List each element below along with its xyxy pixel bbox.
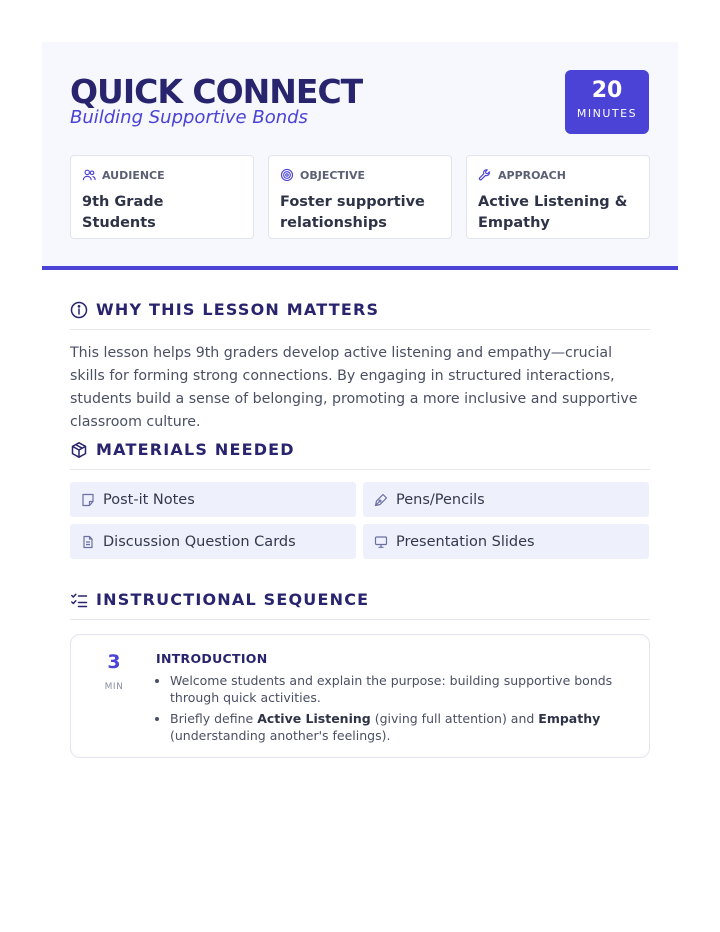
page-subtitle: Building Supportive Bonds	[70, 107, 308, 128]
users-icon	[82, 168, 96, 182]
step-minutes-unit: MIN	[104, 682, 124, 692]
step-minutes: 3	[107, 651, 121, 673]
material-label: Post-it Notes	[103, 491, 195, 508]
duration-unit: MINUTES	[576, 107, 638, 120]
why-paragraph: This lesson helps 9th graders develop active listening and empathy—crucial skills for forming strong connections. By engaging in structured interactions, students build a sense of belonging, promoting a more inclusive and supportive classroom culture.	[70, 345, 638, 430]
step-bullet	[170, 710, 640, 744]
monitor-icon	[374, 535, 388, 549]
sticky-note-icon	[81, 493, 95, 507]
material-label: Discussion Question Cards	[103, 533, 296, 550]
sequence-section-heading	[70, 590, 650, 620]
why-section-title: WHY THIS LESSON MATTERS	[96, 300, 380, 319]
audience-value: 9th Grade Students	[82, 194, 164, 231]
materials-section-title: MATERIALS NEEDED	[96, 440, 295, 459]
bullet-text: (giving full attention) and	[370, 711, 539, 726]
term-active-listening: Active Listening	[257, 711, 371, 726]
material-label: Pens/Pencils	[396, 491, 485, 508]
target-icon	[280, 168, 294, 182]
approach-label: APPROACH	[498, 168, 566, 182]
objective-card	[268, 155, 452, 239]
approach-value: Active Listening & Empathy	[478, 194, 628, 231]
materials-section-heading	[70, 440, 650, 470]
info-icon	[70, 301, 88, 319]
approach-card	[466, 155, 650, 239]
package-icon	[70, 441, 88, 459]
material-item	[363, 524, 649, 559]
duration-value: 20	[591, 78, 623, 103]
sequence-section-title: INSTRUCTIONAL SEQUENCE	[96, 590, 370, 609]
step-bullet: • Welcome students and explain the purpose: building supportive bonds through quick activities.	[170, 672, 640, 706]
bullet-text: Briefly define	[170, 711, 258, 726]
objective-value: Foster supportive relationships	[280, 194, 425, 231]
page-title: QUICK CONNECT	[70, 72, 363, 111]
bullet-text: (understanding another's feelings).	[170, 728, 391, 743]
lesson-header	[42, 42, 678, 270]
sequence-step-card	[70, 634, 650, 758]
term-empathy: Empathy	[538, 711, 601, 726]
audience-card	[70, 155, 254, 239]
checklist-icon	[70, 591, 88, 609]
material-item	[70, 524, 356, 559]
duration-badge	[565, 70, 649, 134]
document-icon	[81, 535, 95, 549]
pen-icon	[374, 493, 388, 507]
material-item	[70, 482, 356, 517]
objective-label: OBJECTIVE	[300, 168, 366, 182]
why-section-heading	[70, 300, 650, 330]
wrench-icon	[478, 168, 492, 182]
step-bullets	[170, 672, 640, 748]
step-title: INTRODUCTION	[156, 651, 268, 666]
material-item	[363, 482, 649, 517]
material-label: Presentation Slides	[396, 533, 535, 550]
audience-label: AUDIENCE	[102, 168, 165, 182]
